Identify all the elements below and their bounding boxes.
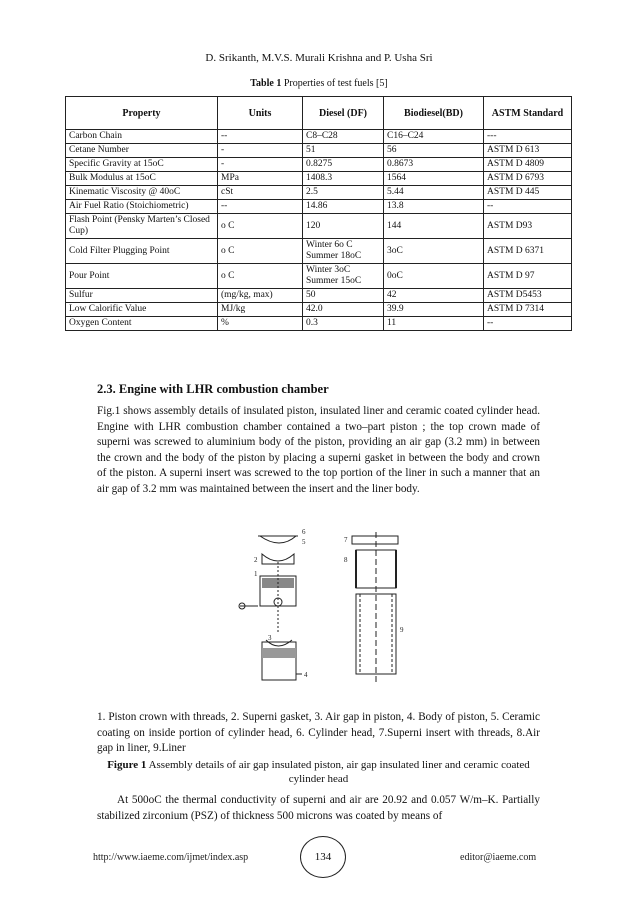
table-cell: Cold Filter Plugging Point <box>66 239 218 264</box>
superni-insert-drawing <box>352 536 398 544</box>
table-cell: 0.8673 <box>384 158 484 172</box>
table-row <box>66 200 572 214</box>
table-caption-text: Properties of test fuels [5] <box>281 78 388 89</box>
table-cell: C8–C28 <box>303 130 384 144</box>
table-row <box>66 158 572 172</box>
table-cell: ASTM D93 <box>484 214 572 239</box>
table-cell: Flash Point (Pensky Marten’s Closed Cup) <box>66 214 218 239</box>
table-row <box>66 144 572 158</box>
table-cell: ASTM D 6793 <box>484 172 572 186</box>
table-cell: 0oC <box>384 264 484 289</box>
section-title: 2.3. Engine with LHR combustion chamber <box>97 382 329 396</box>
table-cell: Carbon Chain <box>66 130 218 144</box>
col-header-biodiesel: Biodiesel(BD) <box>384 97 484 130</box>
fig-label-6: 6 <box>302 528 306 536</box>
table-cell: 42 <box>384 289 484 303</box>
table-row <box>66 172 572 186</box>
figure-caption-label: Figure 1 <box>107 759 147 771</box>
table-cell: - <box>218 144 303 158</box>
fig-label-9: 9 <box>400 626 404 634</box>
table-cell: MPa <box>218 172 303 186</box>
footer-url[interactable]: http://www.iaeme.com/ijmet/index.asp <box>93 852 249 863</box>
table-cell: ASTM D5453 <box>484 289 572 303</box>
section-paragraph: Fig.1 shows assembly details of insulated piston, insulated liner and ceramic coated cylinder head. Engine with LHR combustion chamber contained a two–part piston ; the top crown made of superni was screwed to aluminium body of the piston, providing an air gap (3.2 mm) in between the crown and the body of the piston by placing a superni gasket in between the body and crown of the piston. A superni insert was screwed to the top portion of the liner in such a manner that an air gap of 3.2 mm was maintained between the insert and the liner body. <box>97 405 540 495</box>
cylinder-head-drawing <box>258 536 298 543</box>
body-paragraph: At 500oC the thermal conductivity of superni and air are 20.92 and 0.057 W/m–K. Partially stabilized zirconium (PSZ) of thickness 500 microns was coated by means of <box>97 794 540 822</box>
table-cell: Winter 6o C Summer 18oC <box>303 239 384 264</box>
table-cell: 5.44 <box>384 186 484 200</box>
table-cell: Bulk Modulus at 15oC <box>66 172 218 186</box>
table-caption-label: Table 1 <box>250 78 282 89</box>
table-cell: o C <box>218 264 303 289</box>
table-cell: 144 <box>384 214 484 239</box>
table-row <box>66 130 572 144</box>
table-cell: 1564 <box>384 172 484 186</box>
figure-legend: 1. Piston crown with threads, 2. Superni gasket, 3. Air gap in piston, 4. Body of piston, 5. Ceramic coating on inside portion of cylinder head, 6. Cylinder head, 7.Superni insert with threads, 8.Air gap in liner, 9.Liner <box>97 711 540 755</box>
table-cell: MJ/kg <box>218 303 303 317</box>
properties-table <box>65 96 572 331</box>
table-cell: 1408.3 <box>303 172 384 186</box>
table-cell: - <box>218 158 303 172</box>
col-header-units: Units <box>218 97 303 130</box>
fig-label-2: 2 <box>254 556 258 564</box>
fig-label-8: 8 <box>344 556 348 564</box>
fig-label-1: 1 <box>254 570 258 578</box>
running-header: D. Srikanth, M.V.S. Murali Krishna and P. Usha Sri <box>205 52 433 64</box>
col-header-diesel: Diesel (DF) <box>303 97 384 130</box>
table-cell: 11 <box>384 317 484 331</box>
col-header-astm: ASTM Standard <box>484 97 572 130</box>
table-cell: ASTM D 6371 <box>484 239 572 264</box>
table-row <box>66 264 572 289</box>
table-cell: 0.3 <box>303 317 384 331</box>
table-row <box>66 239 572 264</box>
table-cell: Pour Point <box>66 264 218 289</box>
table-cell: -- <box>218 200 303 214</box>
table-cell: ASTM D 613 <box>484 144 572 158</box>
table-cell: --- <box>484 130 572 144</box>
table-row <box>66 317 572 331</box>
table-cell: 56 <box>384 144 484 158</box>
table-caption <box>0 78 638 89</box>
table-cell: o C <box>218 214 303 239</box>
fig-label-5: 5 <box>302 538 306 546</box>
table-cell: (mg/kg, max) <box>218 289 303 303</box>
table-cell: 120 <box>303 214 384 239</box>
table-cell: o C <box>218 239 303 264</box>
table-row <box>66 289 572 303</box>
table-cell: -- <box>218 130 303 144</box>
table-cell: 14.86 <box>303 200 384 214</box>
piston-body-lower <box>262 642 296 680</box>
table-cell: Oxygen Content <box>66 317 218 331</box>
fig-label-3: 3 <box>268 634 272 642</box>
table-cell: ASTM D 7314 <box>484 303 572 317</box>
page-number: 134 <box>300 836 346 878</box>
table-cell: -- <box>484 317 572 331</box>
assembly-figure <box>210 522 428 702</box>
table-cell: 50 <box>303 289 384 303</box>
table-cell: 39.9 <box>384 303 484 317</box>
table-cell: -- <box>484 200 572 214</box>
table-cell: 51 <box>303 144 384 158</box>
table-cell: ASTM D 97 <box>484 264 572 289</box>
figure-caption <box>97 758 540 786</box>
table-cell: ASTM D 445 <box>484 186 572 200</box>
table-cell: 42.0 <box>303 303 384 317</box>
table-cell: 0.8275 <box>303 158 384 172</box>
table-cell: Sulfur <box>66 289 218 303</box>
table-row <box>66 186 572 200</box>
table-cell: 2.5 <box>303 186 384 200</box>
footer-email[interactable]: editor@iaeme.com <box>460 852 537 863</box>
table-cell: ASTM D 4809 <box>484 158 572 172</box>
table-cell: Winter 3oC Summer 15oC <box>303 264 384 289</box>
table-cell: Cetane Number <box>66 144 218 158</box>
fig-label-7: 7 <box>344 536 348 544</box>
table-row <box>66 214 572 239</box>
table-cell: Specific Gravity at 15oC <box>66 158 218 172</box>
table-cell: Low Calorific Value <box>66 303 218 317</box>
table-cell: Kinematic Viscosity @ 40oC <box>66 186 218 200</box>
table-header-row <box>66 97 572 130</box>
table-row <box>66 303 572 317</box>
table-cell: Air Fuel Ratio (Stoichiometric) <box>66 200 218 214</box>
table-cell: 13.8 <box>384 200 484 214</box>
fig-label-4: 4 <box>304 671 308 679</box>
col-header-property: Property <box>66 97 218 130</box>
table-cell: C16–C24 <box>384 130 484 144</box>
figure-caption-text: Assembly details of air gap insulated piston, air gap insulated liner and ceramic coated cylinder head <box>146 759 530 785</box>
table-cell: cSt <box>218 186 303 200</box>
table-cell: 3oC <box>384 239 484 264</box>
table-cell: % <box>218 317 303 331</box>
